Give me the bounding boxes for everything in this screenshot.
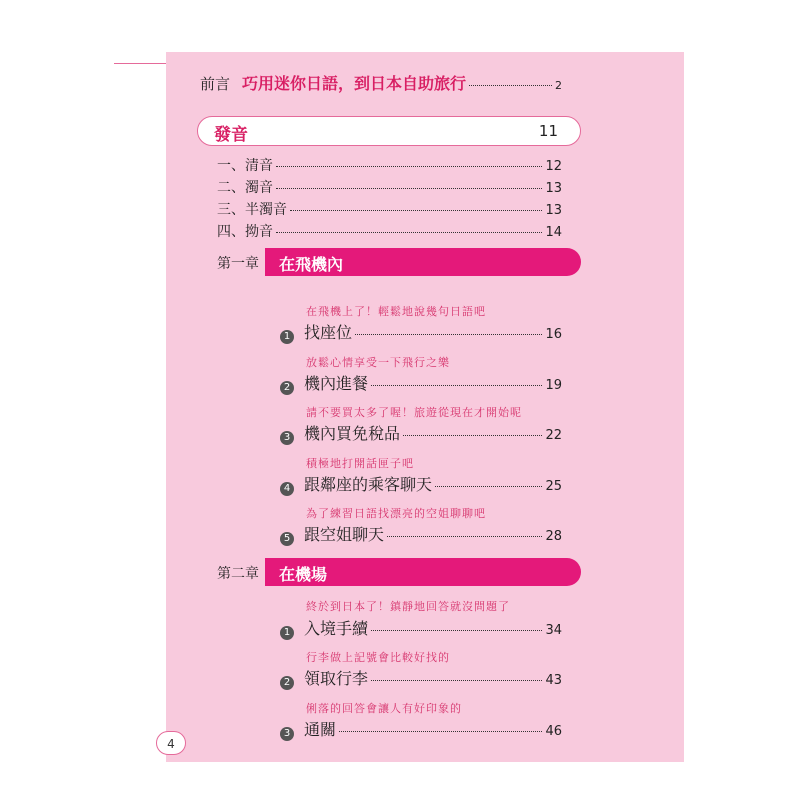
preface-label: 前言 — [200, 75, 231, 93]
leader-dots — [276, 166, 542, 167]
sub-item-page: 13 — [545, 181, 562, 196]
toc-item[interactable] — [280, 717, 562, 740]
number-badge: 1 — [280, 330, 294, 344]
leader-dots — [403, 435, 542, 436]
item-page: 46 — [545, 724, 562, 739]
toc-chapter-1[interactable] — [217, 248, 581, 276]
item-tagline: 放鬆心情享受一下飛行之樂 — [306, 356, 450, 369]
item-title: 機內進餐 — [304, 374, 369, 393]
item-tagline: 積極地打開話匣子吧 — [306, 457, 414, 470]
toc-preface[interactable] — [200, 71, 562, 94]
item-tagline: 為了練習日語找漂亮的空姐聊聊吧 — [306, 507, 486, 520]
item-tagline: 俐落的回答會讓人有好印象的 — [306, 702, 462, 715]
number-badge: 3 — [280, 431, 294, 445]
section-title: 發音 — [214, 125, 248, 145]
leader-dots — [371, 385, 542, 386]
toc-item[interactable] — [280, 320, 562, 343]
sub-item-page: 14 — [545, 225, 562, 240]
leader-dots — [339, 731, 542, 732]
item-title: 領取行李 — [304, 669, 369, 688]
chapter-title-pill — [265, 248, 581, 276]
toc-item[interactable] — [280, 616, 562, 639]
toc-chapter-2[interactable] — [217, 558, 581, 586]
toc-sub-item[interactable] — [217, 155, 562, 175]
item-page: 43 — [545, 673, 562, 688]
number-badge: 2 — [280, 381, 294, 395]
number-badge: 3 — [280, 727, 294, 741]
item-page: 28 — [545, 529, 562, 544]
item-title: 找座位 — [304, 323, 353, 342]
toc-item[interactable] — [280, 666, 562, 689]
section-page: 11 — [538, 122, 558, 140]
toc-sub-item[interactable] — [217, 221, 562, 241]
toc-item[interactable] — [280, 522, 562, 545]
item-tagline: 請不要買太多了喔！旅遊從現在才開始呢 — [306, 406, 522, 419]
chapter-title: 在機場 — [279, 565, 328, 584]
item-tagline: 在飛機上了！輕鬆地說幾句日語吧 — [306, 305, 486, 318]
sub-item-page: 12 — [545, 159, 562, 174]
item-tagline: 終於到日本了！鎮靜地回答就沒問題了 — [306, 600, 510, 613]
number-badge: 2 — [280, 676, 294, 690]
leader-dots — [469, 85, 552, 86]
sub-item-label: 三、半濁音 — [217, 202, 287, 218]
item-page: 25 — [545, 479, 562, 494]
leader-dots — [371, 630, 542, 631]
item-title: 機內買免稅品 — [304, 424, 401, 443]
item-page: 16 — [545, 327, 562, 342]
sub-item-label: 一、清音 — [217, 158, 273, 174]
preface-title: 巧用迷你日語，到日本自助旅行 — [242, 74, 467, 93]
chapter-title-pill — [265, 558, 581, 586]
toc-section-pronunciation[interactable] — [197, 116, 581, 146]
leader-dots — [355, 334, 542, 335]
page-number: 4 — [156, 731, 186, 755]
item-title: 通關 — [304, 720, 337, 739]
number-badge: 5 — [280, 532, 294, 546]
leader-dots — [371, 680, 542, 681]
preface-page: 2 — [555, 79, 562, 92]
item-title: 跟鄰座的乘客聊天 — [304, 475, 433, 494]
toc-sub-item[interactable] — [217, 199, 562, 219]
item-page: 22 — [545, 428, 562, 443]
chapter-label: 第二章 — [217, 566, 259, 582]
leader-dots — [290, 210, 542, 211]
number-badge: 4 — [280, 482, 294, 496]
toc-item[interactable] — [280, 472, 562, 495]
toc-item[interactable] — [280, 371, 562, 394]
item-title: 跟空姐聊天 — [304, 525, 385, 544]
toc-item[interactable] — [280, 421, 562, 444]
leader-dots — [276, 188, 542, 189]
number-badge: 1 — [280, 626, 294, 640]
sub-item-page: 13 — [545, 203, 562, 218]
toc-sub-item[interactable] — [217, 177, 562, 197]
top-rule — [114, 63, 166, 64]
item-tagline: 行李做上記號會比較好找的 — [306, 651, 450, 664]
leader-dots — [435, 486, 542, 487]
item-page: 19 — [545, 378, 562, 393]
chapter-label: 第一章 — [217, 256, 259, 272]
leader-dots — [387, 536, 542, 537]
item-title: 入境手續 — [304, 619, 369, 638]
sub-item-label: 二、濁音 — [217, 180, 273, 196]
leader-dots — [276, 232, 542, 233]
chapter-title: 在飛機內 — [279, 255, 344, 274]
item-page: 34 — [545, 623, 562, 638]
sub-item-label: 四、拗音 — [217, 224, 273, 240]
